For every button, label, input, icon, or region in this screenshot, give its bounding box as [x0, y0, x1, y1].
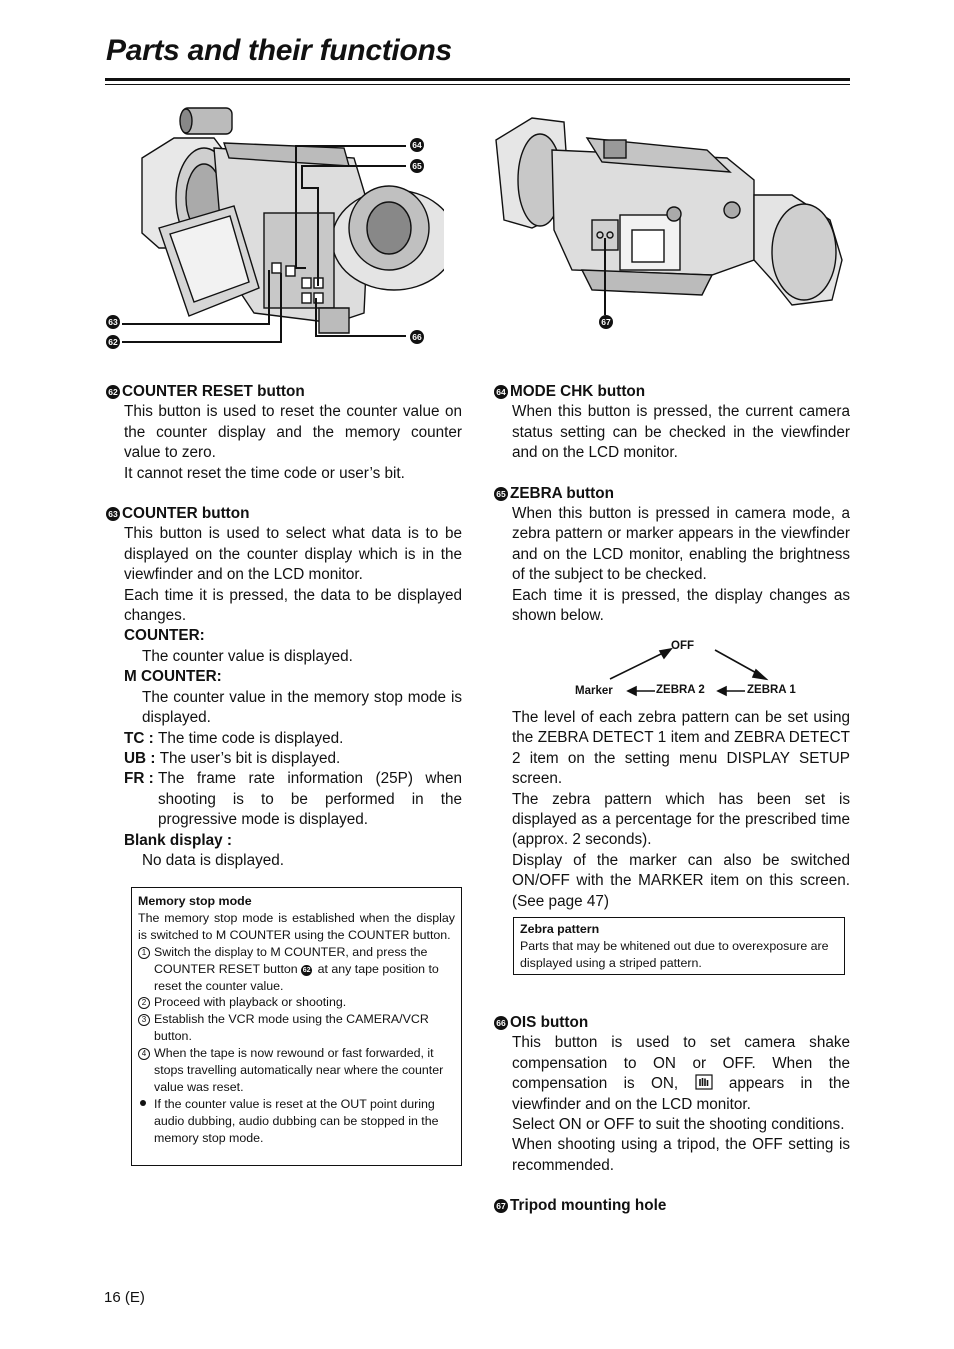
zebra-2-label: ZEBRA 2	[656, 684, 705, 696]
blank-text: No data is displayed.	[142, 851, 285, 869]
right-column-zebra-continued	[494, 708, 850, 912]
def-ub	[124, 749, 462, 769]
zebra-off-label: OFF	[671, 640, 694, 652]
item-62	[106, 382, 462, 484]
item-66-title: OIS button	[510, 1014, 589, 1031]
camcorder-side-drawing	[492, 110, 852, 340]
memory-box-intro: The memory stop mode is established when the display is switched to M COUNTER using the COUNTER button.	[138, 910, 455, 942]
fr-text: The frame rate information (25P) when shooting is to be performed in the progressive mode is displayed.	[158, 770, 462, 829]
item-65-p1: When this button is pressed in camera mode, a zebra pattern or marker appears in the viewfinder and on the LCD monitor, enabling the brightness of the subject to be checked.	[512, 505, 850, 584]
memory-note	[138, 1096, 455, 1147]
step-2-text: Proceed with playback or shooting.	[154, 995, 347, 1010]
marker-label: Marker	[575, 685, 613, 697]
step-2-marker: 2	[138, 997, 150, 1009]
ois-hand-icon	[695, 1074, 713, 1090]
num-62-icon: 62	[106, 385, 120, 399]
counter-label: COUNTER:	[124, 627, 205, 645]
tc-text: The time code is displayed.	[158, 729, 344, 747]
num-67-icon: 67	[494, 1199, 508, 1213]
camcorder-side-illustration	[492, 110, 852, 340]
memory-box-title: Memory stop mode	[138, 894, 252, 908]
item-65-p4: The zebra pattern which has been set is displayed as a percentage for the prescribed time (approx. 2 seconds).	[512, 790, 850, 849]
def-tc	[124, 729, 462, 749]
item-62-title: COUNTER RESET button	[122, 383, 305, 400]
item-64-p1: When this button is pressed, the current camera status setting can be checked in the viewfinder and on the LCD monitor.	[512, 403, 850, 462]
step-3-text: Establish the VCR mode using the CAMERA/VCR button.	[154, 1012, 429, 1044]
page-title: Parts and their functions	[106, 34, 452, 67]
bullet-icon	[140, 1100, 146, 1106]
zebra-box-title: Zebra pattern	[520, 922, 600, 936]
memory-stop-box	[131, 887, 462, 1166]
item-66-p1	[512, 1033, 850, 1115]
blank-label: Blank display :	[124, 831, 232, 849]
page-number: 16 (E)	[104, 1289, 145, 1306]
num-65-icon: 65	[494, 487, 508, 501]
mcounter-label: M COUNTER:	[124, 668, 222, 686]
step-1-text-b: at any tape position to reset the counter value.	[154, 961, 439, 993]
camcorder-front-illustration	[104, 98, 444, 358]
zebra-box-text: Parts that may be whitened out due to overexposure are displayed using a striped pattern.	[520, 938, 829, 970]
right-column-top	[494, 382, 850, 626]
step-1-marker: 1	[138, 947, 150, 959]
title-rule-thin	[105, 84, 850, 85]
item-63-p2: Each time it is pressed, the data to be displayed changes.	[124, 586, 462, 625]
callout-65: 65	[410, 159, 424, 173]
mcounter-text: The counter value in the memory stop mode is displayed.	[142, 688, 462, 727]
item-66-p3: When shooting using a tripod, the OFF setting is recommended.	[512, 1136, 850, 1174]
item-65-p2: Each time it is pressed, the display changes as shown below.	[512, 586, 850, 625]
callout-64: 64	[410, 138, 424, 152]
zebra-1-label: ZEBRA 1	[747, 684, 796, 696]
item-63-p1: This button is used to select what data is to be displayed on the counter display which is in the viewfinder and on the LCD monitor.	[124, 525, 462, 584]
item-66-p1a: This button is used to set camera shake compensation to ON or OFF. When the compensation is ON,	[512, 1034, 850, 1093]
fr-key: FR :	[124, 770, 158, 788]
item-62-p1: This button is used to reset the counter value on the counter display and the memory counter value to zero.	[124, 403, 462, 462]
item-65	[494, 484, 850, 627]
item-64	[494, 382, 850, 464]
item-67-title: Tripod mounting hole	[510, 1197, 667, 1215]
num-63-icon: 63	[106, 507, 120, 521]
step-1-text-a: Switch the display to M COUNTER, and press the COUNTER RESET button	[154, 944, 428, 976]
callout-67: 67	[599, 315, 613, 329]
zebra-pattern-box	[513, 917, 845, 975]
num-64-icon: 64	[494, 385, 508, 399]
num-66-icon: 66	[494, 1016, 508, 1030]
left-column	[106, 382, 462, 871]
memory-step-4	[138, 1045, 455, 1096]
item-66	[494, 1013, 850, 1176]
item-63	[106, 504, 462, 871]
callout-66: 66	[410, 330, 424, 344]
def-fr	[124, 769, 462, 830]
item-66-p1b: appears in the viewfinder and on the LCD monitor.	[512, 1075, 850, 1113]
ub-text: The user’s bit is displayed.	[159, 749, 341, 767]
ub-key: UB :	[124, 749, 160, 767]
zebra-cycle-diagram	[570, 632, 810, 702]
item-64-title: MODE CHK button	[510, 383, 646, 400]
item-67	[494, 1196, 850, 1216]
counter-text: The counter value is displayed.	[142, 647, 353, 665]
item-65-p5: Display of the marker can also be switched ON/OFF with the MARKER item on this screen. (See page 47)	[512, 851, 850, 910]
item-63-title: COUNTER button	[122, 505, 250, 523]
callout-62: 62	[106, 335, 120, 349]
item-65-title: ZEBRA button	[510, 484, 614, 502]
memory-step-1	[138, 944, 455, 995]
ref-62-icon: 62	[302, 966, 311, 974]
title-rule-thick	[105, 78, 850, 81]
camcorder-front-drawing	[104, 98, 444, 358]
item-65-p3: The level of each zebra pattern can be set using the ZEBRA DETECT 1 item and ZEBRA DETECT 2 item on the setting menu DISPLAY SETUP screen.	[512, 709, 850, 788]
callout-63: 63	[106, 315, 120, 329]
step-4-marker: 4	[138, 1048, 150, 1060]
memory-step-3	[138, 1011, 455, 1045]
right-column-bottom	[494, 1013, 850, 1217]
memory-note-text: If the counter value is reset at the OUT point during audio dubbing, audio dubbing can be stopped in the memory stop mode.	[154, 1096, 439, 1145]
step-4-text: When the tape is now rewound or fast forwarded, it stops travelling automatically near where the counter value was reset.	[154, 1046, 444, 1094]
tc-key: TC :	[124, 729, 158, 747]
item-66-p2: Select ON or OFF to suit the shooting conditions.	[512, 1116, 845, 1134]
step-3-marker: 3	[138, 1014, 150, 1026]
memory-step-2	[138, 994, 455, 1011]
item-62-p2: It cannot reset the time code or user’s bit.	[124, 464, 405, 482]
